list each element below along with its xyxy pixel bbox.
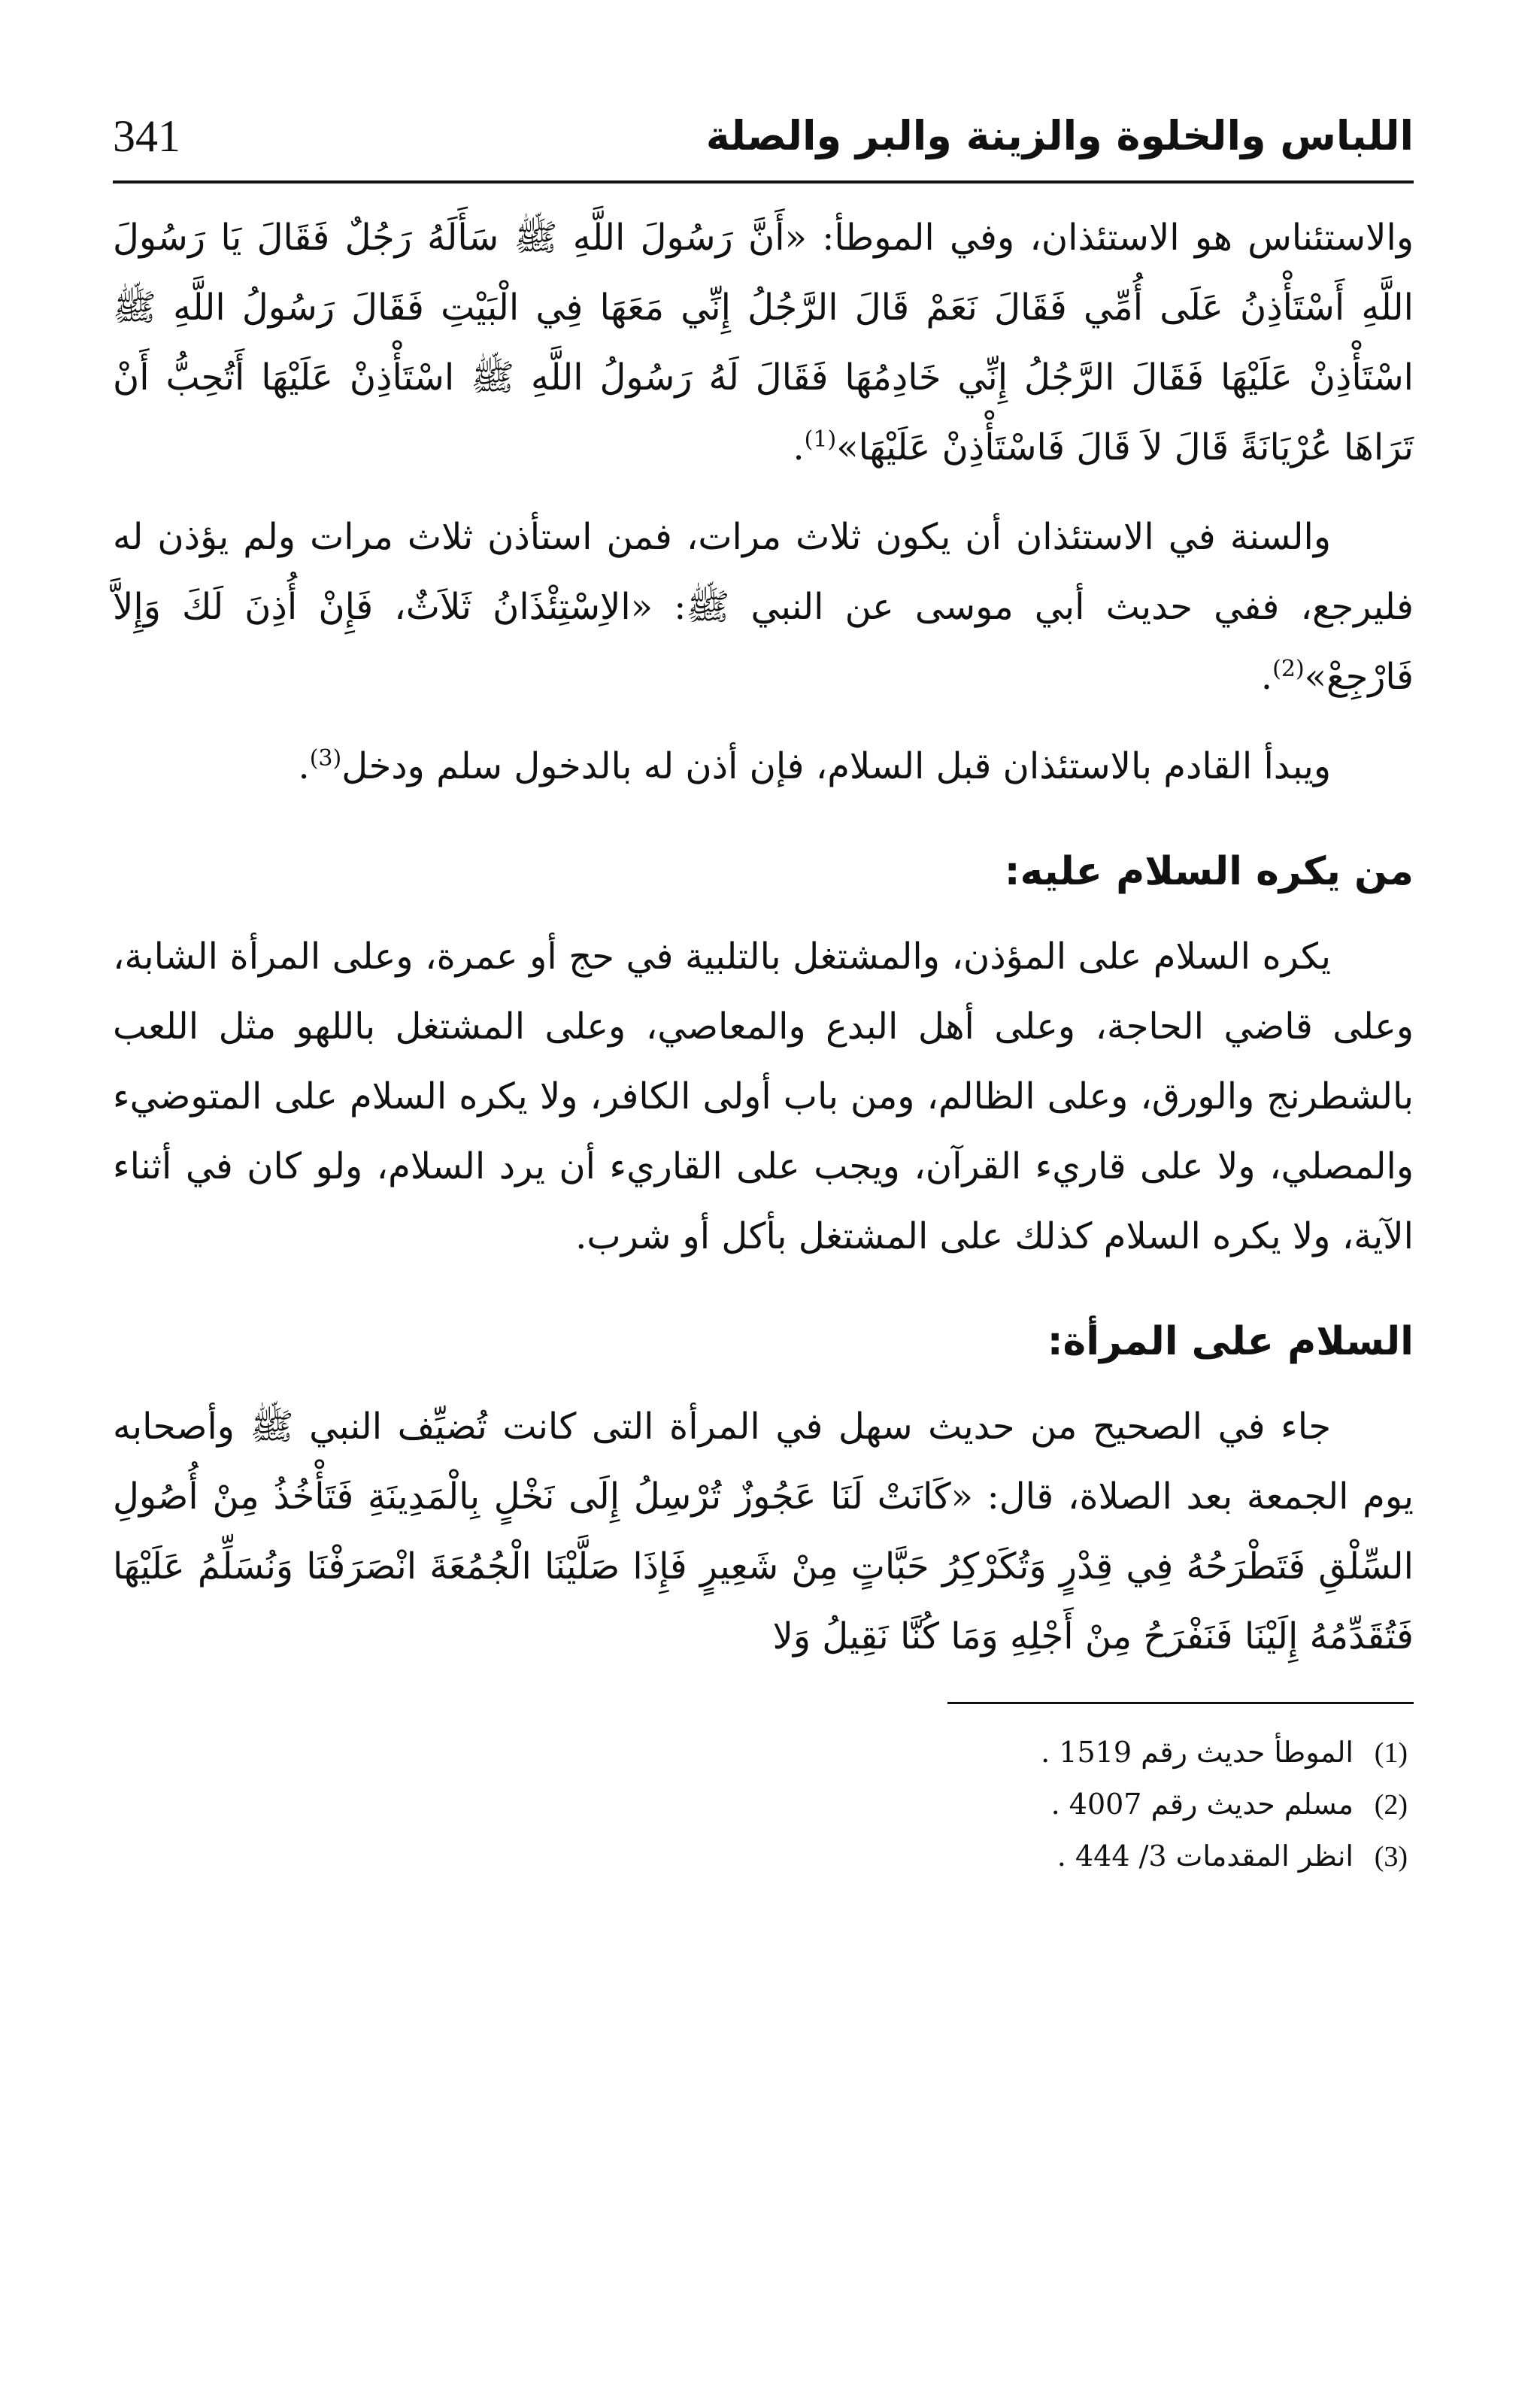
footnote-text: انظر المقدمات 3/ 444 . (1056, 1839, 1354, 1873)
running-title: اللباس والخلوة والزينة والبر والصلة (705, 112, 1414, 159)
section-heading-disliked-salam: من يكره السلام عليه: (1004, 849, 1414, 894)
page-body (113, 183, 1414, 1882)
paragraph-salam-on-woman: جاء في الصحيح من حديث سهل في المرأة التى كانت تُضيِّف النبي ﷺ وأصحابه يوم الجمعة بعد الصلاة، قال: «كَانَتْ لَنَا عَجُوزٌ تُرْسِلُ إِلَى نَخْلٍ بِالْمَدِينَةِ فَتَأْخُذُ مِنْ أُصُولِ السِّلْقِ فَتَطْرَحُهُ فِي قِدْرٍ وَتُكَرْكِرُ حَبَّاتٍ مِنْ شَعِيرٍ فَإِذَا صَلَّيْنَا الْجُمُعَةَ انْصَرَفْنَا وَنُسَلِّمُ عَلَيْهَا فَتُقَدِّمُهُ إِلَيْنَا فَنَفْرَحُ مِنْ أَجْلِهِ وَمَا كُنَّا نَقِيلُ وَلا (113, 1406, 1414, 1657)
paragraph-muwatta-hadith (113, 203, 1414, 483)
footnote-ref-3: (3) (309, 745, 342, 772)
section-heading-salam-on-woman: السلام على المرأة: (1047, 1319, 1414, 1364)
footnotes (113, 1727, 1414, 1882)
paragraph-istidhan-three-times (113, 502, 1414, 712)
footnote-number: (1) (1374, 1737, 1408, 1769)
paragraph-text: والسنة في الاستئذان أن يكون ثلاث مرات، فمن استأذن ثلاث مرات ولم يؤذن له فليرجع، ففي حديث أبي موسى عن النبي ﷺ: «الاِسْتِئْذَانُ ثَلاَثٌ، فَإِنْ أُذِنَ لَكَ وَإِلاَّ فَارْجِعْ» (113, 516, 1414, 698)
footnote-number: (2) (1374, 1789, 1408, 1821)
footnote-ref-2: (2) (1272, 656, 1305, 682)
sentence-end: . (793, 426, 805, 469)
footnote-item (113, 1727, 1408, 1779)
paragraph-disliked-salam: يكره السلام على المؤذن، والمشتغل بالتلبية في حج أو عمرة، وعلى المرأة الشابة، وعلى قاضي الحاجة، وعلى أهل البدع والمعاصي، وعلى المشتغل باللهو مثل اللعب بالشطرنج والورق، وعلى الظالم، ومن باب أولى الكافر، ولا يكره السلام على المتوضيء والمصلي، ولا على قاريء القرآن، ويجب على القاريء أن يرد السلام، ولو كان في أثناء الآية، ولا يكره السلام كذلك على المشتغل بأكل أو شرب. (113, 936, 1414, 1257)
footnote-separator (947, 1702, 1414, 1704)
page-header (113, 98, 1414, 183)
footnote-item (113, 1830, 1408, 1882)
paragraph-arrival-istidhan (113, 732, 1414, 802)
book-page (113, 98, 1414, 2339)
footnote-ref-1: (1) (804, 426, 837, 453)
footnote-item (113, 1779, 1408, 1830)
sentence-end: . (298, 745, 310, 787)
footnote-text: مسلم حديث رقم 4007 . (1050, 1788, 1354, 1821)
footnote-number: (3) (1374, 1841, 1408, 1873)
sentence-end: . (1260, 656, 1273, 698)
paragraph-text: ويبدأ القادم بالاستئذان قبل السلام، فإن أذن له بالدخول سلم ودخل (341, 745, 1331, 787)
page-number: 341 (113, 111, 180, 161)
paragraph-text: والاستئناس هو الاستئذان، وفي الموطأ: «أَنَّ رَسُولَ اللَّهِ ﷺ سَأَلَهُ رَجُلٌ فَقَالَ يَا رَسُولَ اللَّهِ أَسْتَأْذِنُ عَلَى أُمِّي فَقَالَ نَعَمْ قَالَ الرَّجُلُ إِنِّي مَعَهَا فِي الْبَيْتِ فَقَالَ رَسُولُ اللَّهِ ﷺ اسْتَأْذِنْ عَلَيْهَا فَقَالَ الرَّجُلُ إِنِّي خَادِمُهَا فَقَالَ لَهُ رَسُولُ اللَّهِ ﷺ اسْتَأْذِنْ عَلَيْهَا أَتُحِبُّ أَنْ تَرَاهَا عُرْيَانَةً قَالَ لاَ قَالَ فَاسْتَأْذِنْ عَلَيْهَا» (113, 217, 1414, 469)
footnote-text: الموطأ حديث رقم 1519 . (1041, 1736, 1354, 1769)
